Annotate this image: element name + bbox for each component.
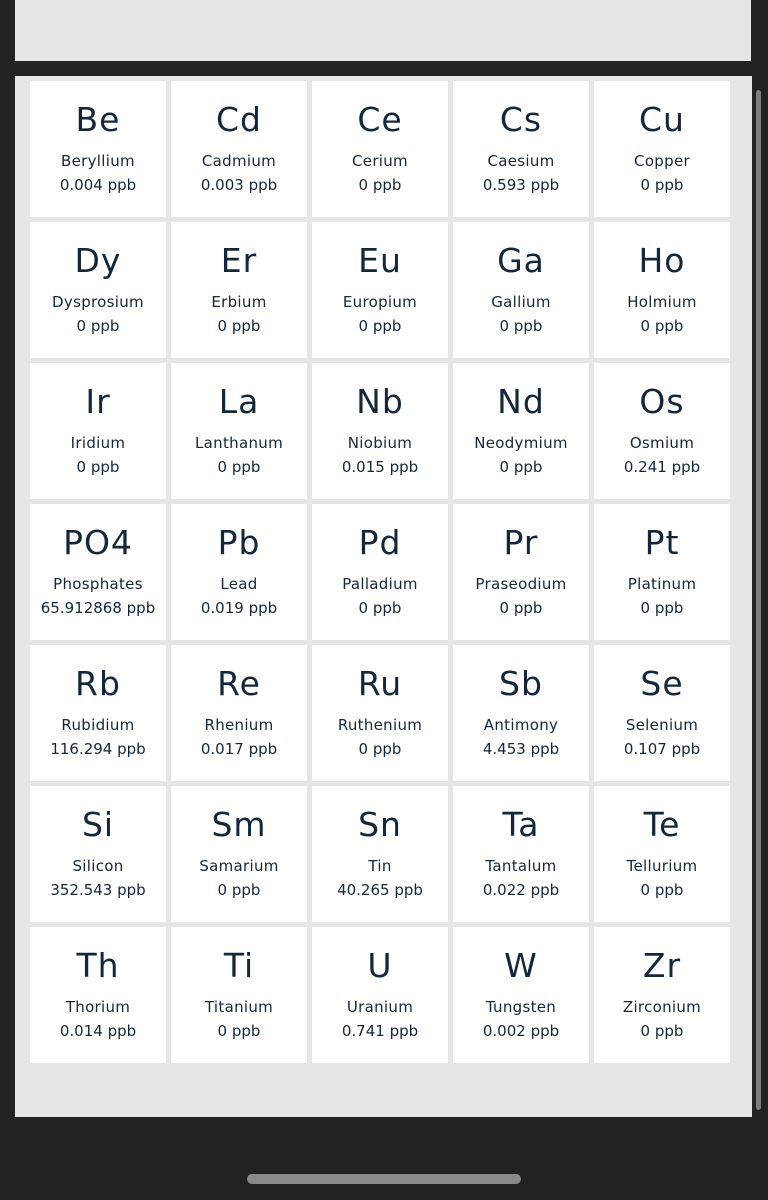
element-concentration: 0.022 ppb (482, 881, 560, 899)
element-name: Holmium (627, 293, 697, 311)
element-symbol: Os (639, 382, 685, 421)
element-concentration: 0 ppb (358, 317, 402, 335)
element-concentration: 0 ppb (217, 458, 261, 476)
element-tile[interactable] (171, 81, 307, 217)
element-name: Praseodium (475, 575, 567, 593)
element-concentration: 0.017 ppb (200, 740, 278, 758)
element-symbol: Zr (642, 946, 682, 985)
element-symbol: Dy (74, 241, 122, 280)
element-tile[interactable] (312, 504, 448, 640)
element-tile[interactable] (453, 645, 589, 781)
element-symbol: Si (81, 805, 115, 844)
element-tile[interactable] (312, 363, 448, 499)
element-tile[interactable] (30, 504, 166, 640)
element-tile[interactable] (171, 927, 307, 1063)
element-name: Beryllium (61, 152, 135, 170)
element-name: Copper (634, 152, 690, 170)
element-name: Neodymium (474, 434, 568, 452)
element-tile[interactable] (30, 222, 166, 358)
element-concentration: 0.015 ppb (341, 458, 419, 476)
element-tile[interactable] (453, 504, 589, 640)
element-symbol: Sb (499, 664, 543, 703)
element-tile[interactable] (171, 645, 307, 781)
element-concentration: 0 ppb (640, 599, 684, 617)
element-symbol: La (218, 382, 260, 421)
element-symbol: Eu (358, 241, 402, 280)
element-name: Rhenium (204, 716, 274, 734)
element-symbol: Pb (217, 523, 261, 562)
element-concentration: 0 ppb (217, 317, 261, 335)
element-tile[interactable] (453, 81, 589, 217)
element-concentration: 0 ppb (76, 317, 120, 335)
element-tile[interactable] (594, 222, 730, 358)
element-tile[interactable] (594, 363, 730, 499)
element-concentration: 352.543 ppb (50, 881, 146, 899)
element-concentration: 0 ppb (358, 176, 402, 194)
element-concentration: 0.593 ppb (482, 176, 560, 194)
element-symbol: Er (220, 241, 258, 280)
element-name: Niobium (347, 434, 413, 452)
element-concentration: 0.241 ppb (623, 458, 701, 476)
element-symbol: Ta (502, 805, 540, 844)
element-concentration: 0.019 ppb (200, 599, 278, 617)
element-name: Gallium (491, 293, 551, 311)
element-tile[interactable] (453, 786, 589, 922)
element-concentration: 0 ppb (640, 1022, 684, 1040)
element-name: Cadmium (201, 152, 277, 170)
element-tile[interactable] (171, 786, 307, 922)
element-name: Tungsten (485, 998, 557, 1016)
element-symbol: Te (643, 805, 681, 844)
element-concentration: 0 ppb (640, 176, 684, 194)
element-tile[interactable] (171, 363, 307, 499)
element-tile[interactable] (312, 786, 448, 922)
element-name: Titanium (204, 998, 274, 1016)
element-name: Cerium (352, 152, 408, 170)
element-tile[interactable] (453, 363, 589, 499)
element-symbol: Nb (356, 382, 404, 421)
element-grid (30, 81, 730, 1063)
element-symbol: Ir (85, 382, 111, 421)
element-symbol: Be (75, 100, 121, 139)
element-concentration: 0 ppb (640, 317, 684, 335)
element-concentration: 0 ppb (499, 317, 543, 335)
scrollbar[interactable] (756, 90, 761, 1110)
element-concentration: 0.004 ppb (59, 176, 137, 194)
element-symbol: Ga (497, 241, 545, 280)
element-symbol: PO4 (63, 523, 133, 562)
element-tile[interactable] (30, 927, 166, 1063)
element-concentration: 0 ppb (499, 458, 543, 476)
element-tile[interactable] (30, 786, 166, 922)
home-indicator[interactable] (247, 1174, 521, 1184)
element-name: Selenium (625, 716, 699, 734)
element-symbol: Pd (358, 523, 402, 562)
element-symbol: U (367, 946, 393, 985)
element-name: Antimony (483, 716, 559, 734)
element-concentration: 0 ppb (358, 740, 402, 758)
element-concentration: 116.294 ppb (50, 740, 146, 758)
element-symbol: Pt (644, 523, 680, 562)
element-concentration: 0.003 ppb (200, 176, 278, 194)
element-name: Tin (368, 857, 392, 875)
element-symbol: Ti (223, 946, 255, 985)
element-name: Rubidium (61, 716, 135, 734)
element-tile[interactable] (312, 927, 448, 1063)
element-name: Tantalum (485, 857, 557, 875)
element-tile[interactable] (30, 81, 166, 217)
element-name: Silicon (72, 857, 124, 875)
element-name: Zirconium (622, 998, 702, 1016)
element-tile[interactable] (30, 363, 166, 499)
element-symbol: Sn (358, 805, 402, 844)
element-symbol: Ru (357, 664, 403, 703)
element-tile[interactable] (594, 81, 730, 217)
element-name: Dysprosium (52, 293, 144, 311)
element-name: Europium (342, 293, 418, 311)
element-symbol: Ho (638, 241, 686, 280)
element-symbol: Nd (497, 382, 545, 421)
element-tile[interactable] (594, 504, 730, 640)
element-concentration: 0.107 ppb (623, 740, 701, 758)
element-name: Platinum (627, 575, 697, 593)
element-concentration: 0 ppb (217, 1022, 261, 1040)
element-concentration: 0.014 ppb (59, 1022, 137, 1040)
element-name: Phosphates (53, 575, 143, 593)
element-tile[interactable] (312, 222, 448, 358)
element-tile[interactable] (30, 645, 166, 781)
element-name: Uranium (346, 998, 414, 1016)
element-name: Palladium (342, 575, 418, 593)
element-concentration: 0 ppb (76, 458, 120, 476)
element-symbol: Th (76, 946, 120, 985)
element-name: Erbium (211, 293, 267, 311)
element-name: Osmium (629, 434, 695, 452)
previous-card (15, 0, 751, 61)
element-name: Tellurium (626, 857, 698, 875)
element-concentration: 0 ppb (499, 599, 543, 617)
element-symbol: Cu (639, 100, 685, 139)
element-concentration: 4.453 ppb (482, 740, 560, 758)
element-tile[interactable] (312, 81, 448, 217)
element-panel (15, 76, 752, 1117)
element-tile[interactable] (312, 645, 448, 781)
element-name: Iridium (70, 434, 126, 452)
element-tile[interactable] (594, 645, 730, 781)
element-symbol: Cs (499, 100, 543, 139)
element-concentration: 40.265 ppb (337, 881, 423, 899)
element-symbol: Se (640, 664, 684, 703)
element-tile[interactable] (453, 927, 589, 1063)
element-name: Lead (220, 575, 258, 593)
element-name: Samarium (199, 857, 279, 875)
element-symbol: Ce (357, 100, 403, 139)
element-name: Thorium (65, 998, 131, 1016)
element-symbol: Rb (75, 664, 121, 703)
element-concentration: 0 ppb (358, 599, 402, 617)
element-tile[interactable] (171, 222, 307, 358)
element-name: Ruthenium (337, 716, 423, 734)
element-concentration: 0 ppb (640, 881, 684, 899)
element-symbol: Cd (216, 100, 262, 139)
element-concentration: 0.002 ppb (482, 1022, 560, 1040)
element-concentration: 65.912868 ppb (40, 599, 156, 617)
element-symbol: Pr (503, 523, 539, 562)
element-name: Lanthanum (195, 434, 283, 452)
element-tile[interactable] (594, 786, 730, 922)
element-name: Caesium (487, 152, 555, 170)
element-symbol: Re (217, 664, 261, 703)
element-concentration: 0 ppb (217, 881, 261, 899)
element-tile[interactable] (171, 504, 307, 640)
element-tile[interactable] (594, 927, 730, 1063)
element-tile[interactable] (453, 222, 589, 358)
element-concentration: 0.741 ppb (341, 1022, 419, 1040)
element-symbol: W (504, 946, 538, 985)
element-symbol: Sm (211, 805, 267, 844)
